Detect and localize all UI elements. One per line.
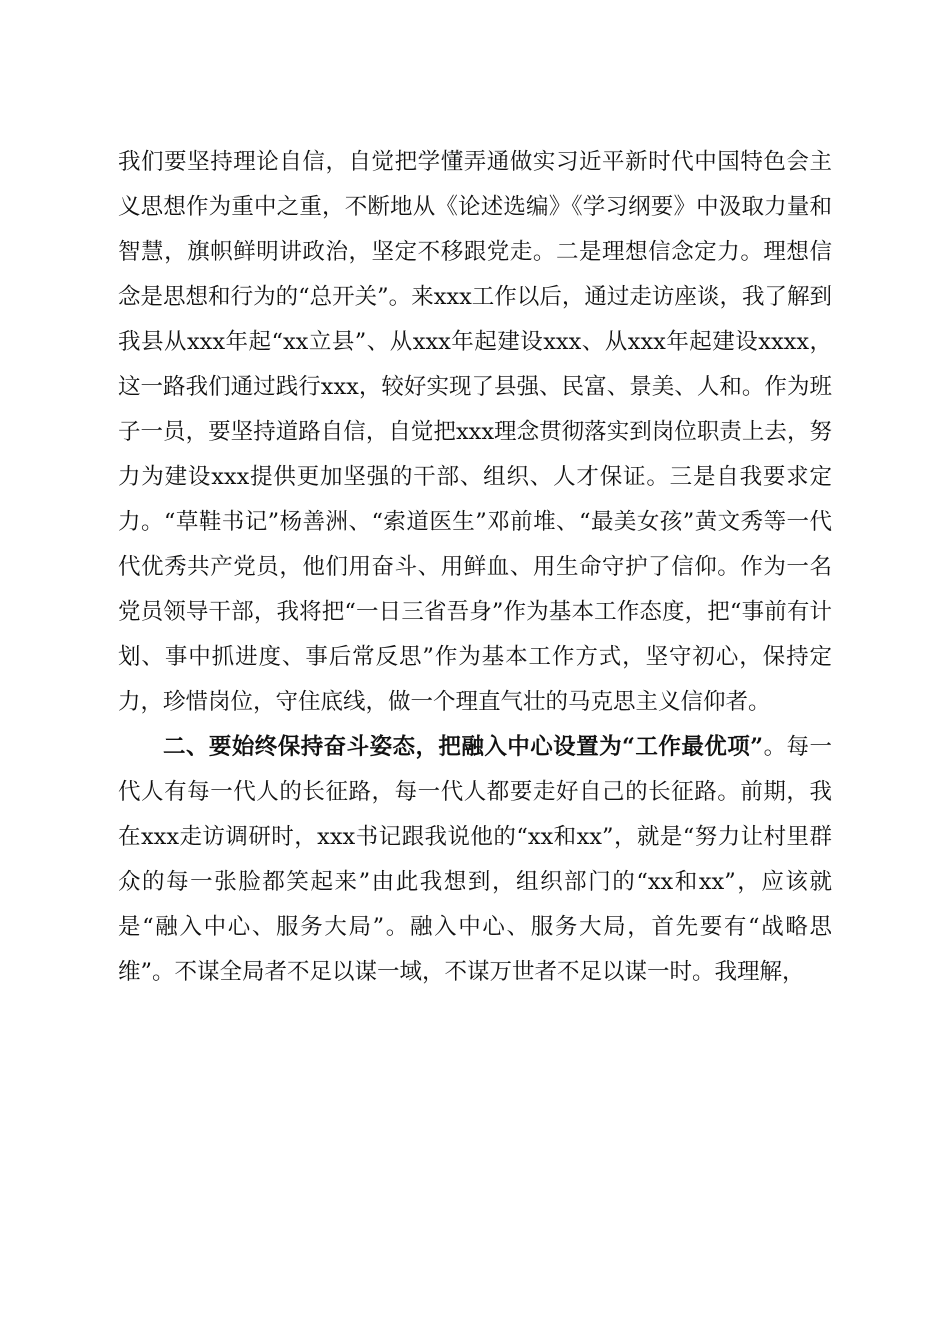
document-page [118, 140, 832, 995]
body-paragraph-continuation [118, 140, 832, 725]
paragraph-text: 我们要坚持理论自信，自觉把学懂弄通做实习近平新时代中国特色会主义思想作为重中之重，不断地从《论述选编》《学习纲要》中汲取力量和智慧，旗帜鲜明讲政治，坚定不移跟党走。二是理想信念定力。理想信念是思想和行为的“总开关”。来xxx工作以后，通过走访座谈，我了解到我县从xxx年起“xx立县”、从xxx年起建设xxx、从xxx年起建设xxxx，这一路我们通过践行xxx，较好实现了县强、民富、景美、人和。作为班子一员，要坚持道路自信，自觉把xxx理念贯彻落实到岗位职责上去，努力为建设xxx提供更加坚强的干部、组织、人才保证。三是自我要求定力。“草鞋书记”杨善洲、“索道医生”邓前堆、“最美女孩”黄文秀等一代代优秀共产党员，他们用奋斗、用鲜血、用生命守护了信仰。作为一名党员领导干部，我将把“一日三省吾身”作为基本工作态度，把“事前有计划、事中抓进度、事后常反思”作为基本工作方式，坚守初心，保持定力，珍惜岗位，守住底线，做一个理直气壮的马克思主义信仰者。 [118, 149, 832, 715]
paragraph-text: 。每一代人有每一代人的长征路，每一代人都要走好自己的长征路。前期，我在xxx走访调研时，xxx书记跟我说他的“xx和xx”，就是“努力让村里群众的每一张脸都笑起来”由此我想到，组织部门的“xx和xx”，应该就是“融入中心、服务大局”。融入中心、服务大局，首先要有“战略思维”。不谋全局者不足以谋一域，不谋万世者不足以谋一时。我理解， [118, 734, 832, 985]
section-heading: 二、要始终保持奋斗姿态，把融入中心设置为“工作最优项” [163, 734, 764, 760]
body-paragraph-section-two [118, 725, 832, 995]
